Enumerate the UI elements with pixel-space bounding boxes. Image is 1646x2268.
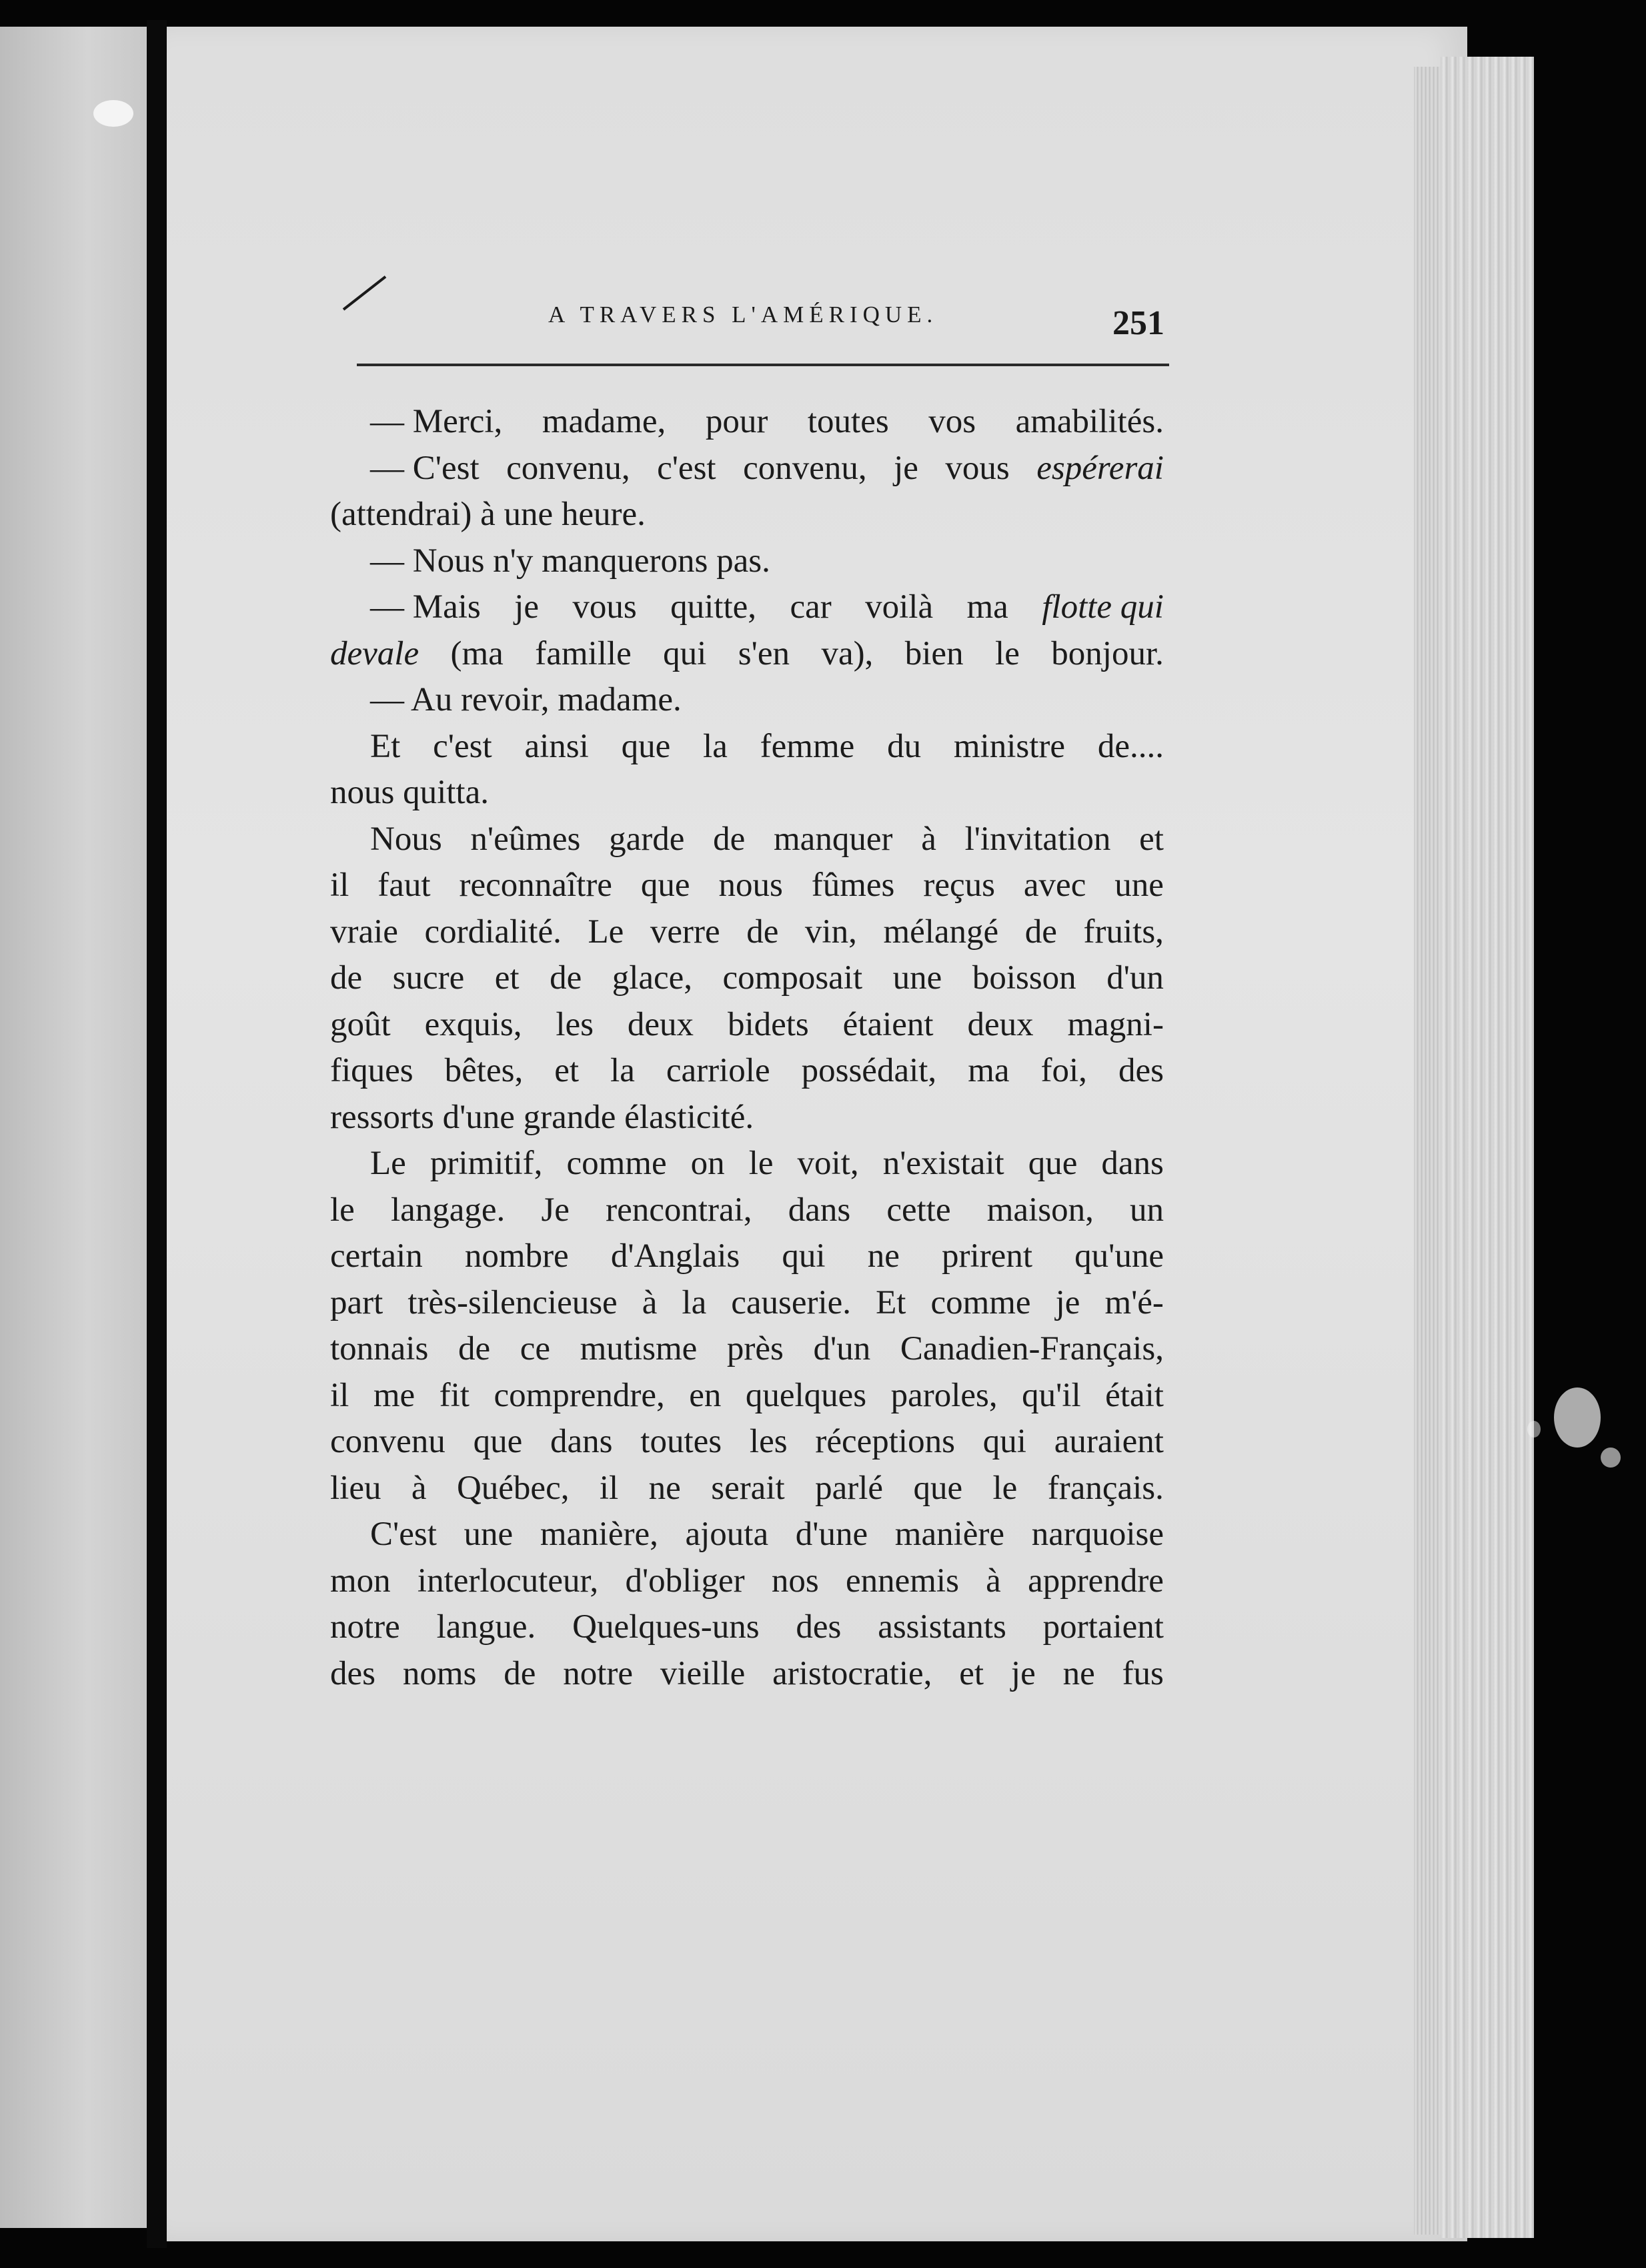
word: de — [504, 1654, 536, 1692]
word: d'un — [813, 1330, 871, 1367]
word: — Mais — [370, 588, 481, 626]
italic-word: flotte qui — [1042, 588, 1164, 626]
word: d'une — [795, 1516, 868, 1553]
word: primitif, — [430, 1145, 543, 1182]
word: madame, — [542, 403, 666, 440]
word: portaient — [1042, 1608, 1164, 1646]
word: carriole — [666, 1052, 770, 1089]
word: fûmes — [811, 867, 895, 904]
word: toutes — [807, 403, 889, 440]
word: m'é- — [1104, 1283, 1164, 1321]
word: la — [703, 727, 728, 765]
word: vos — [928, 403, 976, 440]
text-line — [330, 446, 1164, 492]
word: je — [514, 588, 539, 626]
word: apprendre — [1028, 1562, 1164, 1600]
word: des — [1118, 1052, 1164, 1089]
word: le — [995, 634, 1020, 672]
text-line — [330, 1466, 1164, 1512]
text-line — [330, 955, 1164, 1002]
word: famille — [535, 634, 632, 672]
word: fruits, — [1083, 913, 1164, 951]
word: maison, — [986, 1191, 1094, 1229]
word: le — [748, 1145, 774, 1182]
word: une — [464, 1516, 514, 1553]
word: dans — [788, 1191, 851, 1229]
text-line — [330, 1280, 1164, 1327]
word: manière, — [540, 1516, 658, 1553]
word: qu'une — [1074, 1237, 1164, 1275]
word: de — [746, 913, 779, 951]
word: qui — [982, 1423, 1026, 1460]
word: — Nous n'y manquerons pas. — [370, 542, 770, 580]
text-line — [330, 1651, 1164, 1698]
word: va), — [821, 634, 874, 672]
word: que — [621, 727, 671, 765]
word: ennemis — [845, 1562, 959, 1600]
word: foi, — [1040, 1052, 1087, 1089]
word: deux — [967, 1005, 1034, 1043]
italic-word: devale — [330, 634, 420, 672]
word: je — [1055, 1283, 1080, 1321]
word: magni- — [1067, 1005, 1164, 1043]
word: ma — [968, 1052, 1010, 1089]
word: était — [1105, 1376, 1164, 1414]
text-line — [330, 399, 1164, 446]
word: nos — [771, 1562, 819, 1600]
word: (ma — [450, 634, 504, 672]
word: mon — [330, 1562, 391, 1600]
word: — Merci, — [370, 403, 503, 440]
word: noms — [402, 1654, 477, 1692]
word: je — [1010, 1654, 1036, 1692]
word: garde — [609, 820, 685, 858]
word: cordialité. — [424, 913, 562, 951]
word: femme — [760, 727, 855, 765]
running-head: A TRAVERS L'AMÉRIQUE. — [548, 302, 938, 328]
word: n'existait — [882, 1145, 1004, 1182]
word: il — [599, 1469, 619, 1507]
word: de — [330, 959, 363, 997]
word: convenu — [330, 1423, 446, 1460]
word: serait — [711, 1469, 785, 1507]
word: qu'il — [1022, 1376, 1081, 1414]
word: exquis, — [424, 1005, 522, 1043]
word: aristocratie, — [772, 1654, 932, 1692]
text-line — [330, 1373, 1164, 1420]
word: de — [1024, 913, 1057, 951]
word: amabilités. — [1015, 403, 1164, 440]
body-text — [330, 399, 1164, 1697]
page-number: 251 — [1112, 304, 1164, 342]
word: possédait, — [801, 1052, 937, 1089]
word: C'est — [370, 1516, 437, 1553]
text-line — [330, 584, 1164, 631]
word: Quelques-uns — [572, 1608, 760, 1646]
text-line — [330, 538, 1164, 585]
word: que — [473, 1423, 523, 1460]
word: qui — [782, 1237, 826, 1275]
word: et — [494, 959, 520, 997]
word: quitte, — [670, 588, 757, 626]
word: je — [894, 449, 918, 487]
word: c'est — [657, 449, 716, 487]
word: et — [554, 1052, 580, 1089]
word: d'Anglais — [610, 1237, 740, 1275]
text-line — [330, 1326, 1164, 1373]
text-line — [330, 1187, 1164, 1234]
word: voit, — [797, 1145, 859, 1182]
text-line — [330, 1141, 1164, 1187]
word: d'un — [1106, 959, 1164, 997]
text-line — [330, 1419, 1164, 1466]
word: ma — [966, 588, 1008, 626]
word: pour — [705, 403, 768, 440]
word: Le — [588, 913, 624, 951]
word: manquer — [774, 820, 893, 858]
word: convenu, — [743, 449, 867, 487]
word: langue. — [436, 1608, 536, 1646]
text-line — [330, 863, 1164, 909]
word: de.... — [1097, 727, 1164, 765]
word: l'invitation — [964, 820, 1111, 858]
word: notre — [330, 1608, 400, 1646]
word: et — [959, 1654, 984, 1692]
word: on — [690, 1145, 725, 1182]
word: reconnaître — [459, 867, 612, 904]
word: interlocuteur, — [417, 1562, 599, 1600]
text-line — [330, 909, 1164, 956]
text-line — [330, 724, 1164, 770]
word: faut — [377, 867, 431, 904]
word: comme — [566, 1145, 667, 1182]
text-line — [330, 816, 1164, 863]
word: bêtes, — [444, 1052, 524, 1089]
word: me — [373, 1376, 416, 1414]
word: une — [1114, 867, 1164, 904]
word: et — [1139, 820, 1164, 858]
word: en — [689, 1376, 722, 1414]
header-rule — [357, 364, 1169, 366]
word: il — [330, 1376, 349, 1414]
word: ne — [1062, 1654, 1095, 1692]
word: ce — [520, 1330, 550, 1367]
word: narquoise — [1031, 1516, 1164, 1553]
word: étaient — [842, 1005, 934, 1043]
word: ministre — [953, 727, 1066, 765]
word: — Au revoir, madame. — [370, 681, 682, 718]
word: de — [713, 820, 746, 858]
word: le — [992, 1469, 1018, 1507]
text-line — [330, 631, 1164, 678]
text-line — [330, 1558, 1164, 1605]
word: c'est — [433, 727, 492, 765]
word: part — [330, 1283, 383, 1321]
word: cette — [886, 1191, 951, 1229]
word: nombre — [464, 1237, 569, 1275]
word: goût — [330, 1005, 391, 1043]
word: nous quitta. — [330, 774, 489, 811]
text-line — [330, 1233, 1164, 1280]
word: le — [330, 1191, 355, 1229]
word: dans — [1101, 1145, 1164, 1182]
italic-word: espérerai — [1036, 449, 1164, 487]
word: convenu, — [506, 449, 630, 487]
word: ajouta — [685, 1516, 769, 1553]
word: du — [887, 727, 922, 765]
word: rencontrai, — [606, 1191, 752, 1229]
word: certain — [330, 1237, 423, 1275]
text-line — [330, 1095, 1164, 1141]
word: quelques — [745, 1376, 867, 1414]
word: que — [1028, 1145, 1078, 1182]
word: bidets — [727, 1005, 809, 1043]
word: vous — [572, 588, 637, 626]
word: très-silencieuse — [407, 1283, 618, 1321]
word: parlé — [815, 1469, 884, 1507]
word: fiques — [330, 1052, 414, 1089]
word: composait — [722, 959, 863, 997]
text-line — [330, 1604, 1164, 1651]
word: tonnais — [330, 1330, 429, 1367]
word: mélangé — [883, 913, 999, 951]
word: Je — [541, 1191, 570, 1229]
word: vin, — [804, 913, 857, 951]
text-line — [330, 770, 1164, 816]
word: bonjour. — [1051, 634, 1164, 672]
word: assistants — [878, 1608, 1006, 1646]
word: s'en — [738, 634, 790, 672]
dust-speck — [1601, 1448, 1621, 1468]
pencil-mark — [343, 275, 387, 310]
word: prirent — [942, 1237, 1032, 1275]
word: verre — [650, 913, 720, 951]
word: près — [726, 1330, 784, 1367]
word: Canadien-Français, — [900, 1330, 1164, 1367]
word: auraient — [1054, 1423, 1164, 1460]
word: à — [986, 1562, 1001, 1600]
text-line — [330, 677, 1164, 724]
word: la — [682, 1283, 707, 1321]
word: ne — [867, 1237, 900, 1275]
word: Le — [370, 1145, 406, 1182]
word: causerie. — [731, 1283, 852, 1321]
word: fus — [1122, 1654, 1164, 1692]
word: que — [913, 1469, 963, 1507]
word: de — [550, 959, 582, 997]
word: car — [790, 588, 832, 626]
word: (attendrai) à une heure. — [330, 496, 646, 533]
word: un — [1130, 1191, 1164, 1229]
word: reçus — [923, 867, 995, 904]
word: Nous — [370, 820, 442, 858]
word: nous — [718, 867, 783, 904]
word: une — [892, 959, 942, 997]
word: Et — [370, 727, 401, 765]
word: boisson — [972, 959, 1076, 997]
word: des — [796, 1608, 842, 1646]
word: mutisme — [580, 1330, 698, 1367]
word: toutes — [640, 1423, 722, 1460]
word: à — [642, 1283, 658, 1321]
word: vraie — [330, 913, 398, 951]
word: les — [749, 1423, 788, 1460]
word: glace, — [612, 959, 693, 997]
word: à — [921, 820, 936, 858]
word: sucre — [392, 959, 465, 997]
word: fit — [439, 1376, 470, 1414]
word: des — [330, 1654, 375, 1692]
word: ainsi — [524, 727, 589, 765]
word: ne — [648, 1469, 681, 1507]
word: comprendre, — [494, 1376, 665, 1414]
word: dans — [550, 1423, 613, 1460]
word: langage. — [390, 1191, 506, 1229]
word: notre — [563, 1654, 633, 1692]
word: réceptions — [815, 1423, 955, 1460]
word: la — [610, 1052, 635, 1089]
word: comme — [930, 1283, 1031, 1321]
text-line — [330, 1048, 1164, 1095]
word: Québec, — [456, 1469, 570, 1507]
word: avec — [1023, 867, 1086, 904]
word: à — [411, 1469, 427, 1507]
word: les — [556, 1005, 594, 1043]
word: manière — [894, 1516, 1005, 1553]
text-line — [330, 1002, 1164, 1049]
word: n'eûmes — [470, 820, 581, 858]
word: deux — [627, 1005, 694, 1043]
word: paroles, — [890, 1376, 998, 1414]
text-line — [330, 492, 1164, 538]
dust-speck — [93, 100, 133, 127]
word: vieille — [660, 1654, 746, 1692]
word: — C'est — [370, 449, 480, 487]
dust-speck — [1554, 1387, 1601, 1448]
word: d'obliger — [625, 1562, 745, 1600]
word: bien — [904, 634, 964, 672]
word: lieu — [330, 1469, 381, 1507]
word: qui — [663, 634, 707, 672]
word: que — [640, 867, 690, 904]
word: vous — [945, 449, 1010, 487]
word: voilà — [865, 588, 934, 626]
word: français. — [1047, 1469, 1164, 1507]
dust-speck — [1527, 1421, 1541, 1438]
word: ressorts d'une grande élasticité. — [330, 1098, 754, 1136]
word: Et — [876, 1283, 906, 1321]
word: de — [458, 1330, 491, 1367]
word: il — [330, 867, 349, 904]
text-line — [330, 1512, 1164, 1558]
